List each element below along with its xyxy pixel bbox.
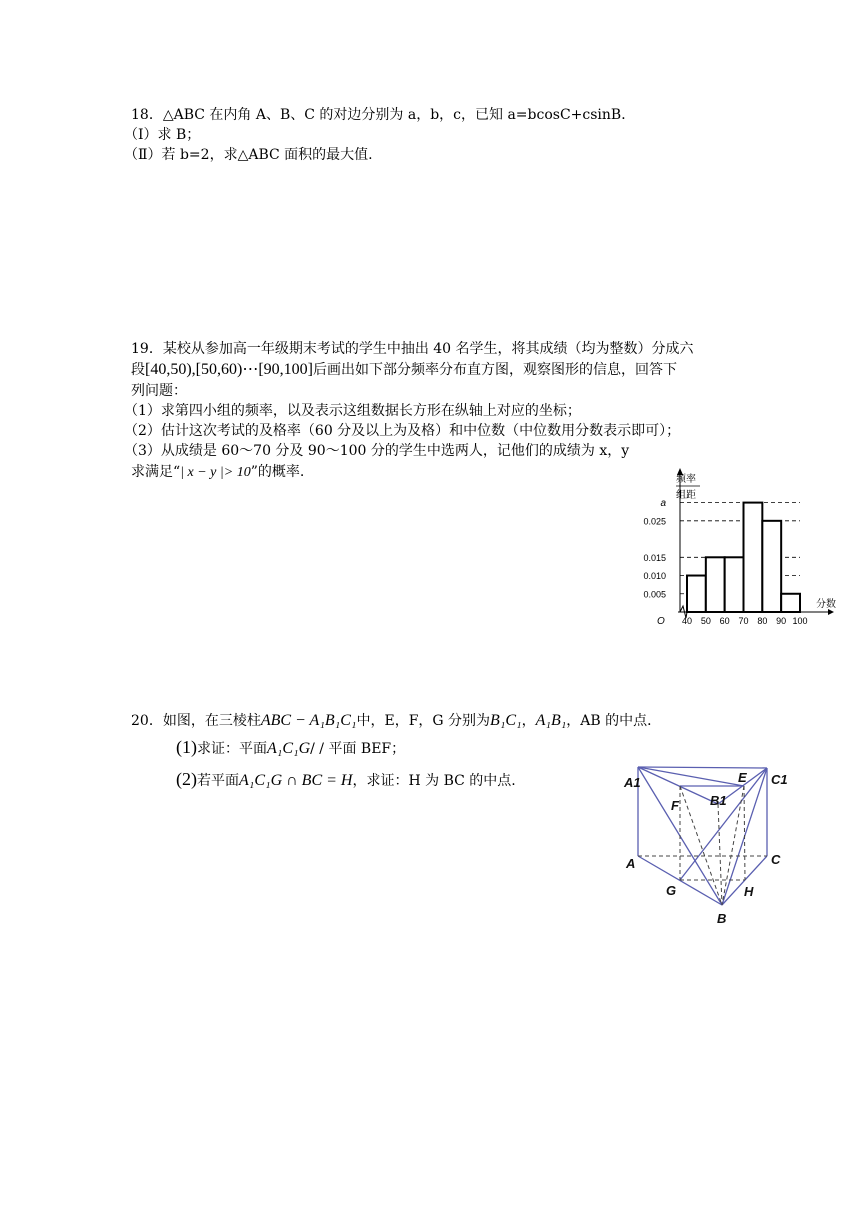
q20-p1-pre: 求证：平面 <box>197 741 267 757</box>
q19-part2: （2）估计这次考试的及格率（60 分及以上为及格）和中位数（中位数用分数表示即可）； <box>124 423 681 439</box>
x-tick-label: 80 <box>757 616 768 626</box>
x-tick-label: 60 <box>719 616 730 626</box>
label-c1: C1 <box>771 772 788 787</box>
label-b1: B1 <box>710 793 727 808</box>
y-tick-label: 0.015 <box>643 552 666 563</box>
q20-b1c1: B₁C₁ <box>490 712 522 729</box>
prism-figure <box>620 760 800 930</box>
q20-stem <box>131 712 661 730</box>
line-g-c1 <box>680 768 767 880</box>
origin-label: O <box>657 616 665 627</box>
q20-a1b1: A₁B₁ <box>535 712 567 729</box>
label-g: G <box>666 883 677 898</box>
label-f: F <box>671 798 679 813</box>
edge-b1-b <box>718 804 722 905</box>
y-tick-label: 0.025 <box>643 516 666 527</box>
q19-line2-post: 后画出如下部分频率分布直方图，观察图形的信息，回答下 <box>312 362 677 378</box>
label-b: B <box>717 911 727 926</box>
q20-p2-expr: A₁C₁G ∩ BC = H <box>239 772 353 789</box>
bar-[40,50) <box>687 576 706 612</box>
label-a1: A1 <box>624 775 641 790</box>
q20-stem-post: ，AB 的中点． <box>566 713 662 729</box>
y-tick-label: a <box>660 498 666 510</box>
y-label-top: 频率 <box>676 474 696 485</box>
y-tick-label: 0.010 <box>643 571 666 582</box>
label-e: E <box>738 770 747 785</box>
x-tick-label: 90 <box>776 616 787 626</box>
q20-stem-mid: 中，E，F，G 分别为 <box>356 713 491 729</box>
q19-condition: | x − y |> 10 <box>180 465 251 480</box>
q20-p2-post: ，求证：H 为 BC 的中点. <box>352 773 516 789</box>
y-tick-label: 0.005 <box>643 589 666 600</box>
edge-a1-c1 <box>638 767 767 768</box>
frequency-histogram <box>630 466 845 636</box>
bar-[60,70) <box>725 557 744 612</box>
q19-last-line <box>131 463 304 482</box>
q20-p1-num: (1) <box>176 737 197 757</box>
q20-p2-pre: 若平面 <box>197 773 239 789</box>
line-e-h <box>744 786 745 880</box>
q19-intervals: [40,50),[50,60)⋯[90,100] <box>145 361 313 378</box>
label-a: A <box>626 856 636 871</box>
q18-stem: 18．△ABC 在内角 A、B、C 的对边分别为 a，b，c，已知 a=bcosC+csinB． <box>131 107 636 123</box>
q20-stem-pre: 20．如图，在三棱柱 <box>131 713 261 729</box>
q19-part1: （1）求第四小组的频率，以及表示这组数据长方形在纵轴上对应的坐标； <box>124 403 581 419</box>
x-tick-label: 70 <box>738 616 749 626</box>
x-tick-label: 50 <box>700 616 711 626</box>
q20-prism: ABC − A₁B₁C₁ <box>260 712 357 729</box>
q20-part2 <box>176 770 516 790</box>
q19-last-post: ”的概率. <box>250 464 305 480</box>
x-tick-label: 40 <box>681 616 693 626</box>
q18-part1: （Ⅰ）求 B； <box>124 127 201 143</box>
q19-line2-pre: 段 <box>131 362 145 378</box>
bar-[50,60) <box>706 557 725 612</box>
q19-line1: 19．某校从参加高一年级期末考试的学生中抽出 40 名学生，将其成绩（均为整数）分成六 <box>131 341 694 357</box>
q19-line2 <box>131 361 677 379</box>
q19-line3: 列问题： <box>131 383 187 399</box>
q20-p1-plane: A₁C₁G <box>267 740 311 757</box>
q18-part2: （Ⅱ）若 b=2，求△ABC 面积的最大值. <box>124 147 373 163</box>
bar-[70,80) <box>744 503 763 612</box>
q20-p1-mid: / / 平面 BEF； <box>310 741 406 757</box>
line-a1-e <box>638 767 744 786</box>
q20-p2-num: (2) <box>176 769 197 789</box>
y-label-bottom: 组距 <box>676 490 696 501</box>
q20-part1 <box>176 738 405 758</box>
label-h: H <box>744 884 754 899</box>
x-axis-label: 分数 <box>816 599 836 610</box>
q19-part3: （3）从成绩是 60～70 分及 90～100 分的学生中选两人，记他们的成绩为 x，y <box>124 443 630 459</box>
bar-[80,90) <box>762 521 781 612</box>
q19-last-pre: 求满足“ <box>131 464 181 480</box>
q20-sep: ， <box>521 713 536 729</box>
bar-[90,100] <box>781 594 800 612</box>
x-tick-label: 100 <box>792 616 808 626</box>
label-c: C <box>771 852 781 867</box>
